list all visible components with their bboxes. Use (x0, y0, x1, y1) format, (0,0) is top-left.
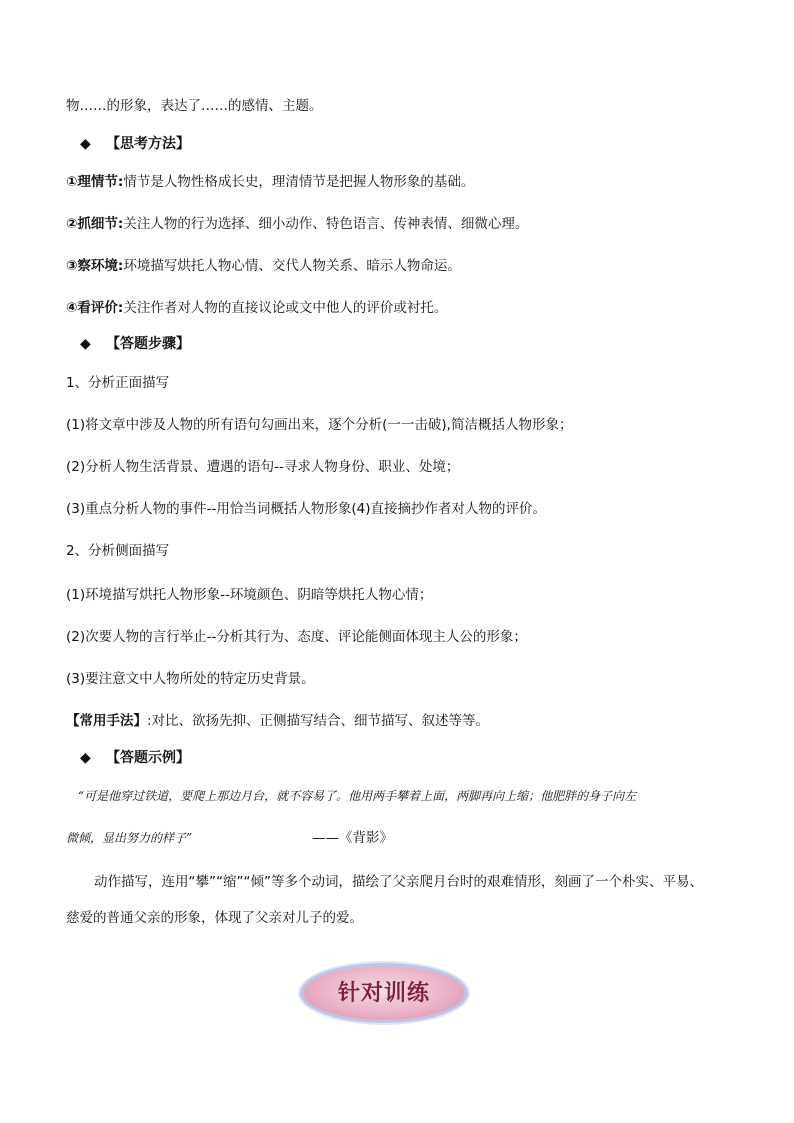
thinking-item-label: ③察环境: (66, 258, 124, 274)
steps-item: (1)将文章中涉及人物的所有语句勾画出来，逐个分析(一一击破),简洁概括人物形象； (66, 417, 573, 433)
diamond-bullet-icon: ◆ (80, 136, 91, 152)
example-source: ——《背影》 (312, 830, 393, 846)
thinking-item (66, 214, 528, 234)
example-quote-line: “可是他穿过铁道，要爬上那边月台，就不容易了。他用两手攀着上面，两脚再向上缩；他肥胖的身子向左 (78, 789, 637, 803)
diamond-bullet-icon: ◆ (80, 750, 91, 766)
thinking-item-label: ②抓细节: (66, 216, 124, 232)
thinking-item-text: 关注人物的行为选择、细小动作、特色语言、传神表情、细微心理。 (123, 216, 529, 232)
thinking-item (66, 256, 461, 276)
intro-line: 物……的形象，表达了……的感情、主题。 (66, 98, 323, 114)
steps-heading-text: 【答题步骤】 (106, 336, 190, 352)
training-banner-text: 针对训练 (337, 980, 430, 1006)
steps-item: (3)重点分析人物的事件--用恰当词概括人物形象(4)直接摘抄作者对人物的评价。 (66, 501, 546, 517)
thinking-item (66, 172, 474, 192)
steps-heading (80, 334, 190, 354)
steps-item: (2)次要人物的言行举止--分析其行为、态度、评论能侧面体现主人公的形象； (66, 629, 527, 645)
methods-label: 【常用手法】 (66, 713, 147, 729)
thinking-item-label: ④看评价: (66, 300, 124, 316)
steps-item: (1)环境描写烘托人物形象--环境颜色、阴暗等烘托人物心情； (66, 587, 433, 603)
diamond-bullet-icon: ◆ (80, 336, 91, 352)
methods-line (66, 711, 489, 731)
thinking-heading-text: 【思考方法】 (106, 136, 190, 152)
training-banner (303, 966, 465, 1020)
steps-section2-title: 2、分析侧面描写 (66, 543, 170, 559)
thinking-item-text: 环境描写烘托人物心情、交代人物关系、暗示人物命运。 (123, 258, 461, 274)
example-quote-line: 微倾，显出努力的样子” (66, 831, 193, 845)
example-analysis-line: 动作描写，连用“攀”“缩”“倾”等多个动词，描绘了父亲爬月台时的艰难情形，刻画了一个朴实、平易、 (94, 874, 703, 890)
example-analysis-line: 慈爱的普通父亲的形象，体现了父亲对儿子的爱。 (66, 910, 363, 926)
steps-item: (3)要注意文中人物所处的特定历史背景。 (66, 671, 315, 687)
thinking-item (66, 298, 447, 318)
methods-text: :对比、欲扬先抑、正侧描写结合、细节描写、叙述等等。 (147, 713, 490, 729)
steps-section1-title: 1、分析正面描写 (66, 375, 170, 391)
thinking-item-text: 情节是人物性格成长史，理清情节是把握人物形象的基础。 (123, 174, 475, 190)
thinking-heading (80, 134, 190, 154)
thinking-item-label: ①理情节: (66, 174, 124, 190)
example-heading-text: 【答题示例】 (106, 750, 190, 766)
example-heading (80, 748, 190, 768)
steps-item: (2)分析人物生活背景、遭遇的语句--寻求人物身份、职业、处境； (66, 459, 460, 475)
thinking-item-text: 关注作者对人物的直接议论或文中他人的评价或衬托。 (123, 300, 448, 316)
